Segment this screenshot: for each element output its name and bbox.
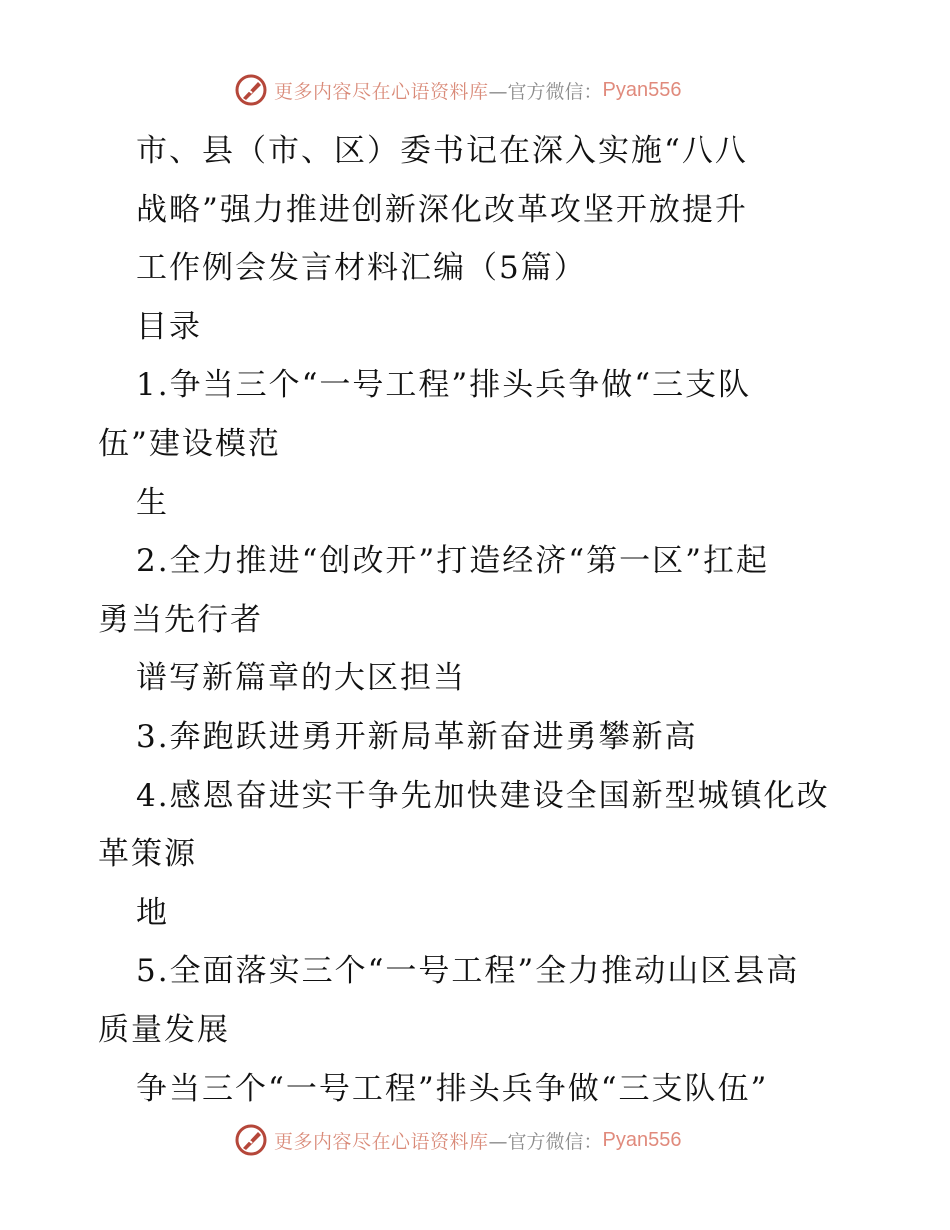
text-line: 生: [136, 484, 169, 521]
text-line: 革策源: [98, 836, 197, 873]
pen-logo-icon: [234, 1123, 268, 1157]
text-line: 4.感恩奋进实干争先加快建设全国新型城镇化改: [136, 777, 830, 814]
banner-wechat-id: Pyan556: [602, 78, 682, 101]
text-line: 争当三个“一号工程”排头兵争做“三支队伍”: [136, 1070, 769, 1107]
banner-text: 更多内容尽在心语资料库: [274, 80, 489, 103]
banner-wechat-id: Pyan556: [602, 1128, 682, 1151]
text-line: 谱写新篇章的大区担当: [136, 660, 466, 697]
text-line: 伍”建设模范: [98, 425, 281, 462]
banner-text: 更多内容尽在心语资料库: [274, 1130, 489, 1153]
footer-banner: [234, 1120, 714, 1160]
text-line: 3.奔跑跃进勇开新局革新奋进勇攀新高: [136, 718, 698, 755]
banner-separator: —官方微信：: [488, 1130, 603, 1153]
text-line: 战略”强力推进创新深化改革攻坚开放提升: [136, 191, 748, 228]
text-line: 市、县（市、区）委书记在深入实施“八八: [136, 133, 748, 169]
text-line: 地: [136, 894, 169, 931]
text-line: 工作例会发言材料汇编（5篇）: [136, 250, 587, 287]
text-line: 勇当先行者: [98, 601, 263, 638]
header-banner: [234, 70, 714, 110]
banner-separator: —官方微信：: [488, 80, 603, 103]
document-body: [98, 122, 878, 1118]
text-line: 1.争当三个“一号工程”排头兵争做“三支队: [136, 367, 752, 404]
text-line: 质量发展: [98, 1011, 230, 1048]
text-line: 5.全面落实三个“一号工程”全力推动山区县高: [136, 953, 800, 990]
text-line: 2.全力推进“创改开”打造经济“第一区”扛起: [136, 543, 769, 580]
pen-logo-icon: [234, 73, 268, 107]
text-line: 目录: [136, 308, 202, 345]
